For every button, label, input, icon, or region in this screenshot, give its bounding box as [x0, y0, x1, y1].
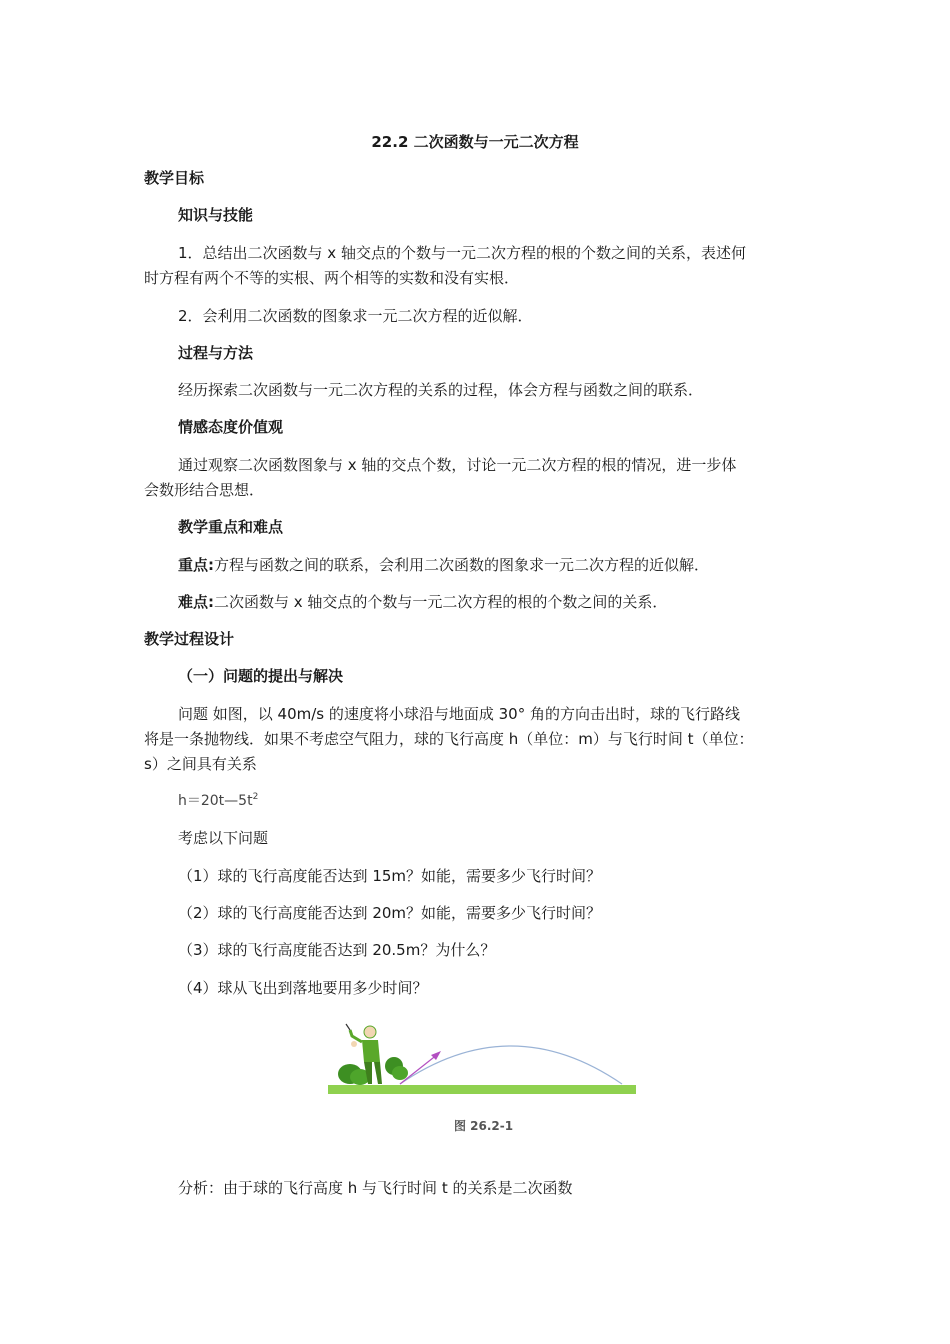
keypoints-heading: 教学重点和难点	[178, 518, 284, 536]
goals-heading: 教学目标	[144, 169, 205, 187]
focus-label: 重点:	[178, 556, 214, 574]
question-4: （4）球从飞出到落地要用多少时间？	[178, 979, 428, 997]
problem-line-3: s）之间具有关系	[144, 755, 257, 773]
question-2: （2）球的飞行高度能否达到 20m？如能，需要多少飞行时间？	[178, 904, 602, 922]
page-title: 22.2 二次函数与一元二次方程	[371, 133, 579, 151]
trajectory-arc	[400, 1046, 622, 1084]
emotion-heading: 情感态度价值观	[178, 418, 284, 436]
focus-line	[178, 555, 709, 575]
formula-main: h＝20t—5t	[178, 793, 253, 809]
emotion-line-2: 会数形结合思想．	[144, 481, 265, 499]
analysis-text: 分析：由于球的飞行高度 h 与飞行时间 t 的关系是二次函数	[178, 1179, 573, 1197]
emotion-line-1: 通过观察二次函数图象与 x 轴的交点个数，讨论一元二次方程的根的情况，进一步体	[178, 456, 737, 474]
problem-line-2: 将是一条抛物线．如果不考虑空气阻力，球的飞行高度 h（单位：m）与飞行时间 t（单位：	[144, 730, 754, 748]
problem-line-1: 问题 如图，以 40m/s 的速度将小球沿与地面成 30° 角的方向击出时，球的飞行路线	[178, 705, 740, 723]
consider-text: 考虑以下问题	[178, 829, 269, 847]
difficulty-line	[178, 592, 667, 612]
question-1: （1）球的飞行高度能否达到 15m？如能，需要多少飞行时间？	[178, 867, 602, 885]
figure-caption: 图 26.2-1	[454, 1119, 514, 1133]
knowledge-item-1-line-2: 时方程有两个不等的实根、两个相等的实数和没有实根．	[144, 269, 520, 287]
question-3: （3）球的飞行高度能否达到 20.5m？为什么？	[178, 941, 496, 959]
part1-heading: （一）问题的提出与解决	[178, 667, 344, 685]
process-text: 经历探索二次函数与一元二次方程的关系的过程，体会方程与函数之间的联系．	[178, 381, 704, 399]
knowledge-item-2: 2．会利用二次函数的图象求一元二次方程的近似解．	[178, 307, 533, 325]
formula	[178, 791, 258, 813]
process-heading: 过程与方法	[178, 344, 254, 362]
design-heading: 教学过程设计	[144, 630, 235, 648]
direction-arrow-icon	[400, 1051, 441, 1084]
difficulty-label: 难点:	[178, 593, 214, 611]
focus-text: 方程与函数之间的联系，会利用二次函数的图象求一元二次方程的近似解．	[214, 556, 710, 574]
difficulty-text: 二次函数与 x 轴交点的个数与一元二次方程的根的个数之间的关系．	[214, 593, 668, 611]
ground-strip	[328, 1085, 636, 1094]
knowledge-heading: 知识与技能	[178, 206, 254, 224]
formula-exponent: 2	[252, 792, 259, 802]
knowledge-item-1-line-1: 1．总结出二次函数与 x 轴交点的个数与一元二次方程的根的个数之间的关系，表述何	[178, 244, 746, 262]
